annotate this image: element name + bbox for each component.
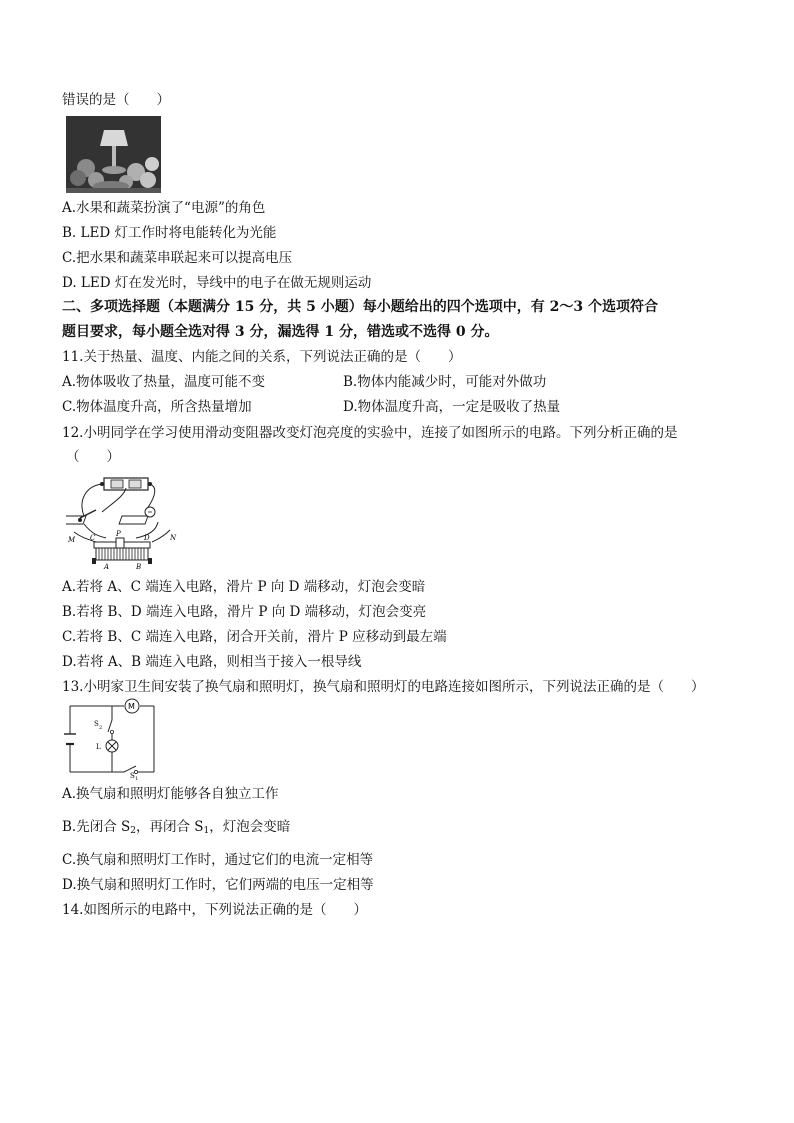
q12-option-d: D.若将 A、B 端连入电路，则相当于接入一根导线 [62, 654, 362, 670]
s1-sub-label: 1 [135, 776, 139, 780]
q10-stem-tail: 错误的是（ ） [62, 92, 170, 108]
s2-sub-label: 2 [99, 725, 103, 731]
q10-option-a: A.水果和蔬菜扮演了“电源”的角色 [62, 200, 266, 216]
fig-label-n: N [170, 534, 177, 542]
fan-lamp-circuit-figure [64, 698, 164, 780]
q11-option-a: A.物体吸收了热量，温度可能不变 [62, 374, 266, 390]
s1-label: S [130, 772, 135, 780]
rheostat-circuit-figure [66, 472, 186, 572]
q13-option-c: C.换气扇和照明灯工作时，通过它们的电流一定相等 [62, 852, 374, 868]
s2-label: S [94, 720, 99, 728]
lamp-label: L [96, 743, 101, 751]
q13-option-a: A.换气扇和照明灯能够各自独立工作 [62, 786, 279, 802]
fig-label-a: A [104, 563, 110, 571]
q13-option-b: B.先闭合 $S_2$，再闭合 $S_1$，灯泡会变暗 [62, 819, 291, 836]
fig-label-p: P [116, 530, 121, 538]
q11-stem: 11.关于热量、温度、内能之间的关系，下列说法正确的是（ ） [62, 349, 462, 365]
q12-option-c: C.若将 B、C 端连入电路，闭合开关前，滑片 P 应移动到最左端 [62, 629, 447, 645]
fig-label-d: D [144, 534, 150, 542]
q10-option-b: B. LED 灯工作时将电能转化为光能 [62, 225, 277, 241]
q11-option-c: C.物体温度升高，所含热量增加 [62, 399, 252, 415]
q12-stem-bracket: （ ） [66, 449, 120, 465]
q12-stem: 12.小明同学在学习使用滑动变阻器改变灯泡亮度的实验中，连接了如图所示的电路。下列分析正确的是 [62, 425, 678, 441]
q12-option-a: A.若将 A、C 端连入电路，滑片 P 向 D 端移动，灯泡会变暗 [62, 579, 426, 595]
q11-option-b: B.物体内能减少时，可能对外做功 [343, 374, 547, 390]
q11-option-d: D.物体温度升高，一定是吸收了热量 [343, 399, 561, 415]
fig-label-c: C [90, 534, 96, 542]
section2-heading-line2: 题目要求，每小题全选对得 3 分，漏选得 1 分，错选或不选得 0 分。 [62, 324, 499, 340]
q13-stem: 13.小明家卫生间安装了换气扇和照明灯，换气扇和照明灯的电路连接如图所示，下列说法正确的是（ ） [62, 679, 705, 695]
fig-label-b: B [136, 563, 142, 571]
fruit-battery-photo [66, 116, 161, 193]
section2-heading-line1: 二、多项选择题（本题满分 15 分，共 5 小题）每小题给出的四个选项中，有 2～3 个选项符合 [62, 299, 658, 315]
q10-option-c: C.把水果和蔬菜串联起来可以提高电压 [62, 250, 293, 266]
q14-stem: 14.如图所示的电路中，下列说法正确的是（ ） [62, 902, 367, 918]
motor-label: M [128, 702, 135, 711]
q10-option-d: D. LED 灯在发光时，导线中的电子在做无规则运动 [62, 275, 372, 291]
q12-option-b: B.若将 B、D 端连入电路，滑片 P 向 D 端移动，灯泡会变亮 [62, 604, 427, 620]
fig-label-m: M [68, 536, 76, 544]
q13-option-d: D.换气扇和照明灯工作时，它们两端的电压一定相等 [62, 877, 374, 893]
